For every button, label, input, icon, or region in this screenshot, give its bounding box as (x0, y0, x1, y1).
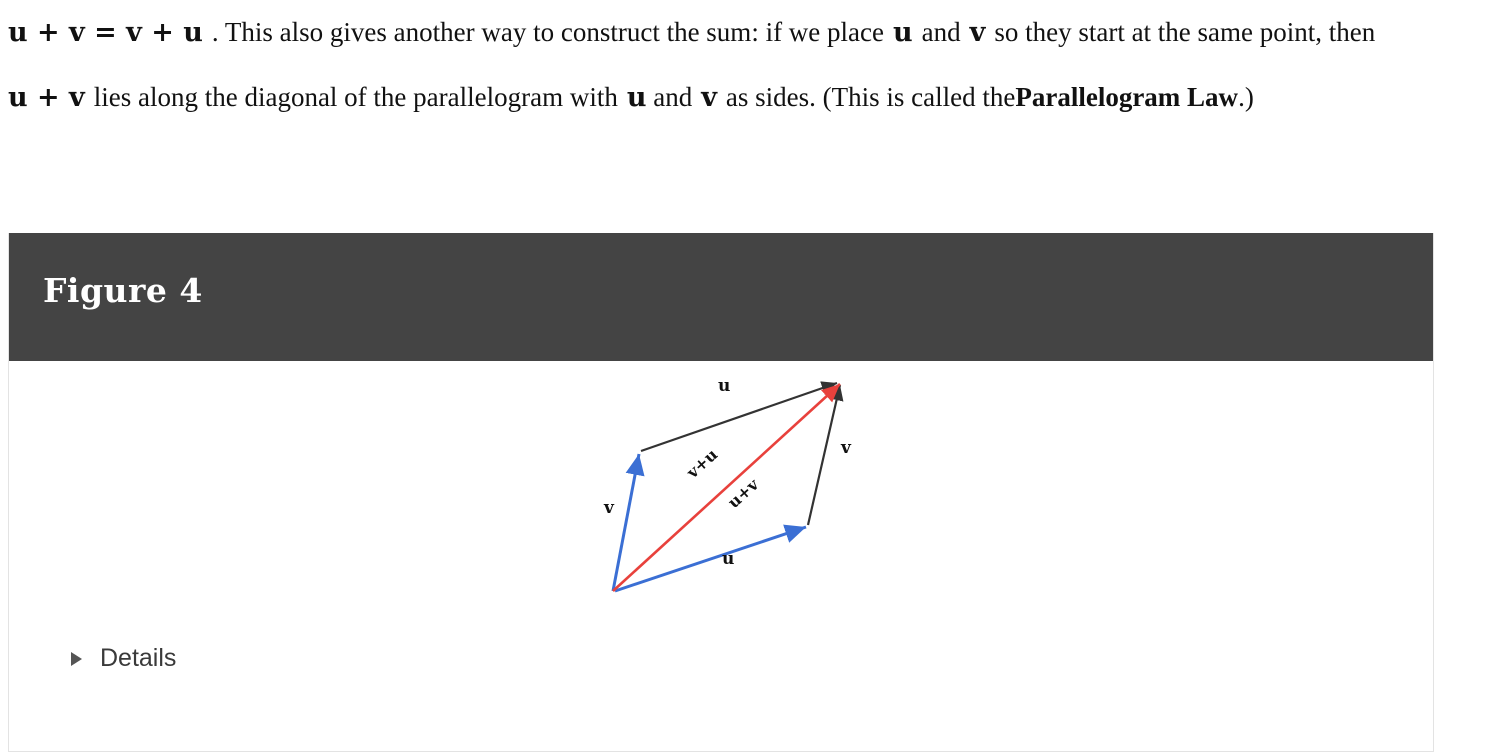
label-v-left: v (604, 498, 614, 518)
inline-vector-v-1: v (969, 17, 986, 48)
parallelogram-law-term: Parallelogram Law (1015, 82, 1239, 112)
paragraph-line1-so: so (994, 17, 1019, 47)
paragraph-line3-a: and (653, 82, 693, 112)
paragraph-text (8, 0, 1438, 130)
parallelogram-law-diagram (9, 361, 1433, 641)
paragraph-line1-rest: . This also gives another way to construct the sum: if we place (211, 17, 884, 47)
figure-title: Figure 4 (43, 271, 203, 310)
label-v-plus-u: v+u (682, 444, 722, 482)
figure-card (8, 233, 1434, 752)
details-disclosure[interactable] (71, 644, 176, 673)
paragraph-line1-and: and (921, 17, 961, 47)
inline-math-u-plus-v-equals-v-plus-u: u + v = v + u (8, 17, 203, 48)
vector-u-bottom (615, 527, 806, 591)
paragraph-line3-b: as sides. (This is called the (725, 82, 1016, 112)
inline-vector-u-2: u (626, 82, 647, 113)
label-u-top: u (718, 376, 731, 396)
inline-vector-u-1: u (893, 17, 913, 48)
inline-math-u-plus-v: u + v (8, 82, 85, 113)
vector-v-right (808, 385, 840, 525)
paragraph-line2-b: lies along the diagonal of the parallelogram with (93, 82, 618, 112)
label-v-right: v (841, 438, 851, 458)
label-u-plus-v: u+v (723, 474, 763, 512)
details-label: Details (100, 644, 177, 672)
vector-u-top (641, 383, 837, 451)
figure-body (9, 361, 1433, 751)
paragraph-line3-c: .) (1238, 82, 1254, 112)
chevron-right-icon (71, 652, 82, 666)
inline-vector-v-2: v (701, 82, 717, 113)
label-u-bottom: u (722, 549, 735, 569)
figure-header (9, 233, 1433, 361)
paragraph-line2-a: they start at the same point, then (1025, 17, 1376, 47)
